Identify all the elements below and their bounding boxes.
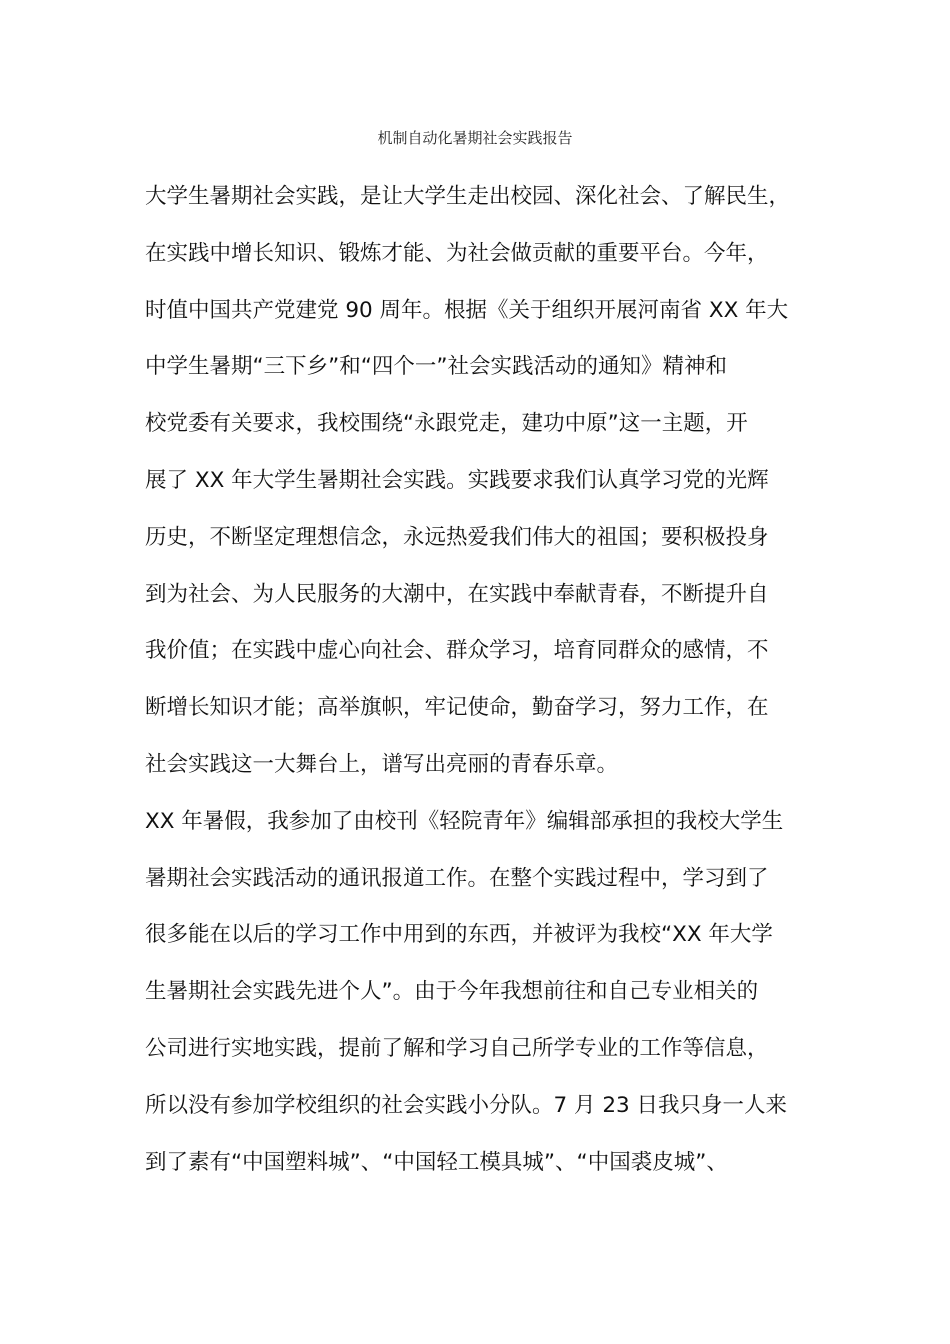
document-title: 机制自动化暑期社会实践报告 bbox=[377, 129, 573, 147]
body-line: 在实践中增长知识、锻炼才能、为社会做贡献的重要平台。今年， bbox=[145, 240, 769, 266]
body-line: 断增长知识才能；高举旗帜，牢记使命，勤奋学习，努力工作，在 bbox=[145, 695, 769, 721]
body-line: 暑期社会实践活动的通讯报道工作。在整个实践过程中，学习到了 bbox=[145, 865, 769, 891]
body-line: 到为社会、为人民服务的大潮中，在实践中奉献青春，不断提升自 bbox=[145, 581, 769, 607]
body-line: 所以没有参加学校组织的社会实践小分队。7 月 23 日我只身一人来 bbox=[145, 1092, 788, 1118]
body-line: 校党委有关要求，我校围绕“永跟党走，建功中原”这一主题，开 bbox=[145, 411, 748, 437]
body-line: XX 年暑假，我参加了由校刊《轻院青年》编辑部承担的我校大学生 bbox=[145, 808, 784, 834]
body-line: 公司进行实地实践，提前了解和学习自己所学专业的工作等信息， bbox=[145, 1035, 769, 1061]
body-line: 时值中国共产党建党 90 周年。根据《关于组织开展河南省 XX 年大 bbox=[145, 297, 789, 323]
body-line: 展了 XX 年大学生暑期社会实践。实践要求我们认真学习党的光辉 bbox=[145, 467, 769, 493]
body-line: 大学生暑期社会实践，是让大学生走出校园、深化社会、了解民生， bbox=[145, 184, 791, 209]
body-line: 很多能在以后的学习工作中用到的东西，并被评为我校“XX 年大学 bbox=[145, 922, 773, 948]
body-line: 生暑期社会实践先进个人”。由于今年我想前往和自己专业相关的 bbox=[145, 979, 759, 1005]
body-line: 我价值；在实践中虚心向社会、群众学习，培育同群众的感情，不 bbox=[145, 638, 769, 664]
body-line: 中学生暑期“三下乡”和“四个一”社会实践活动的通知》精神和 bbox=[145, 354, 728, 380]
body-line: 到了素有“中国塑料城”、“中国轻工模具城”、“中国裘皮城”、 bbox=[145, 1149, 728, 1175]
body-line: 社会实践这一大舞台上，谱写出亮丽的青春乐章。 bbox=[145, 751, 619, 777]
document-body bbox=[145, 169, 825, 1191]
body-line: 历史，不断坚定理想信念，永远热爱我们伟大的祖国；要积极投身 bbox=[145, 524, 769, 550]
